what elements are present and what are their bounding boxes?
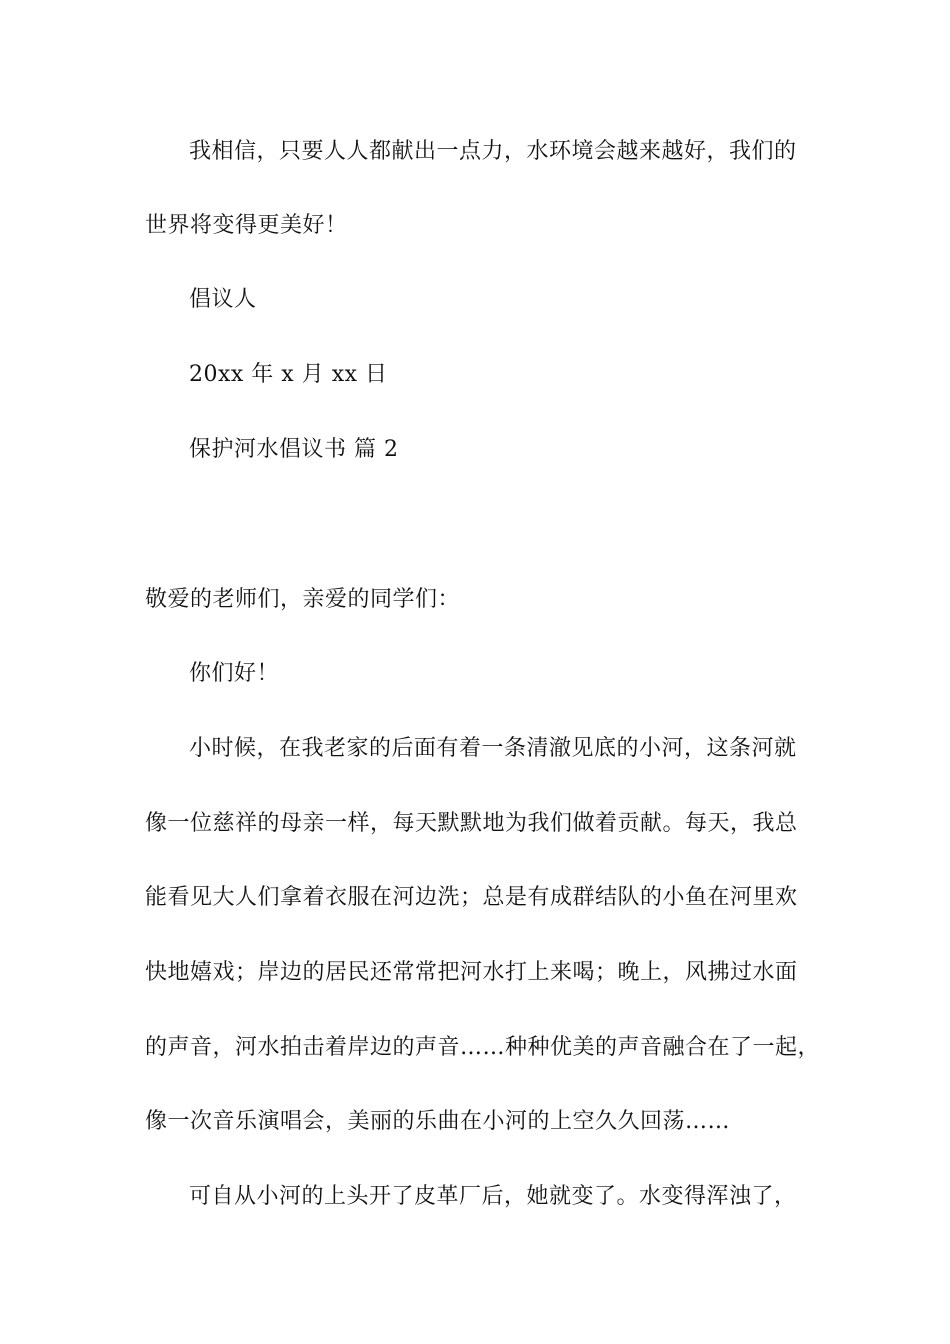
text-line-8: 小时候，在我老家的后面有着一条清澈见底的小河，这条河就	[189, 736, 797, 761]
text-line-13: 像一次音乐演唱会，美丽的乐曲在小河的上空久久回荡……	[145, 1109, 731, 1134]
text-line-11: 快地嬉戏；岸边的居民还常常把河水打上来喝；晚上，风拂过水面	[145, 960, 798, 985]
signature-label: 倡议人	[189, 287, 257, 312]
text-line-12: 的声音，河水拍击着岸边的声音……种种优美的声音融合在了一起，	[145, 1035, 821, 1060]
text-line-14: 可自从小河的上头开了皮革厂后，她就变了。水变得浑浊了，	[189, 1184, 797, 1209]
text-line-1: 我相信，只要人人都献出一点力，水环境会越来越好，我们的	[189, 139, 797, 164]
date-line: 20xx 年 x 月 xx 日	[189, 362, 388, 387]
text-line-2: 世界将变得更美好！	[145, 213, 348, 238]
salutation: 敬爱的老师们，亲爱的同学们：	[145, 587, 461, 612]
text-line-9: 像一位慈祥的母亲一样，每天默默地为我们做着贡献。每天，我总	[145, 811, 798, 836]
greeting: 你们好！	[189, 661, 280, 686]
section-title: 保护河水倡议书 篇 2	[189, 437, 399, 462]
text-line-10: 能看见大人们拿着衣服在河边洗；总是有成群结队的小鱼在河里欢	[145, 885, 798, 910]
